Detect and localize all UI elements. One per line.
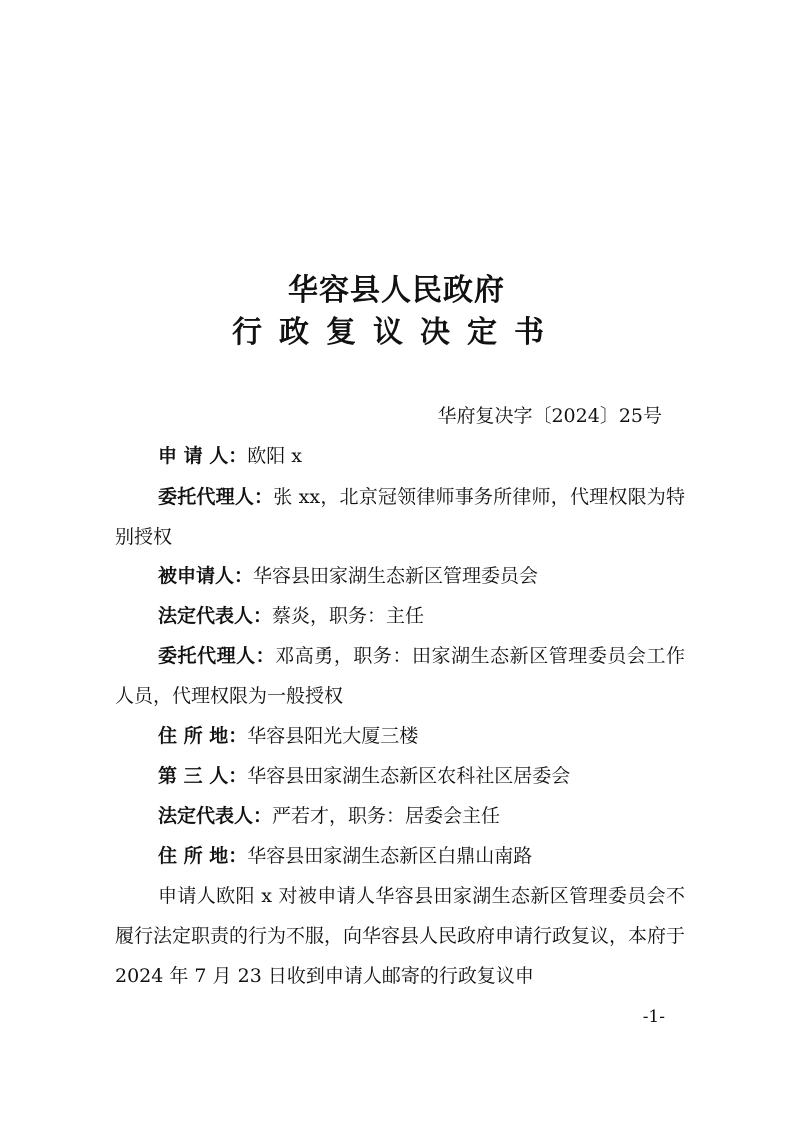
party-applicant-agent xyxy=(115,477,685,557)
party-third-party-representative xyxy=(115,796,685,836)
party-third-party-address xyxy=(115,836,685,876)
party-value: 华容县阳光大厦三楼 xyxy=(247,725,419,747)
party-value: 欧阳 x xyxy=(247,445,302,467)
party-third-party xyxy=(115,756,685,796)
party-respondent-representative xyxy=(115,596,685,636)
party-label: 住 所 地： xyxy=(158,725,248,747)
party-label: 法定代表人： xyxy=(158,805,273,827)
party-label: 法定代表人： xyxy=(158,605,273,627)
party-respondent-address xyxy=(115,716,685,756)
party-value: 邓高勇，职务：田家湖生态新区管理委员会工作人员，代理权限为一般授权 xyxy=(115,645,685,707)
party-value: 华容县田家湖生态新区管理委员会 xyxy=(253,565,539,587)
party-value: 蔡炎，职务：主任 xyxy=(272,605,425,627)
document-title: 行政复议决定书 xyxy=(232,315,561,350)
party-label: 住 所 地： xyxy=(158,845,248,867)
party-value: 华容县田家湖生态新区农科社区居委会 xyxy=(247,765,571,787)
party-label: 委托代理人： xyxy=(158,486,274,508)
issuer-title: 华容县人民政府 xyxy=(288,273,505,308)
party-label: 被申请人： xyxy=(158,565,254,587)
party-value: 张 xx，北京冠领律师事务所律师，代理权限为特别授权 xyxy=(115,486,685,548)
party-value: 严若才，职务：居委会主任 xyxy=(272,805,501,827)
page-number: -1- xyxy=(642,1007,665,1027)
document-number: 华府复决字〔2024〕25号 xyxy=(437,405,662,427)
party-respondent xyxy=(115,556,685,596)
party-label: 委托代理人： xyxy=(158,645,276,667)
body-paragraph: 申请人欧阳 x 对被申请人华容县田家湖生态新区管理委员会不履行法定职责的行为不服，向华容县人民政府申请行政复议，本府于 2024 年 7 月 23 日收到申请人邮寄的行政复议申 xyxy=(115,885,686,987)
party-value: 华容县田家湖生态新区白鼎山南路 xyxy=(247,845,533,867)
party-label: 申 请 人： xyxy=(158,445,248,467)
party-respondent-agent xyxy=(115,636,685,716)
party-label: 第 三 人： xyxy=(158,765,248,787)
party-applicant xyxy=(115,436,685,476)
